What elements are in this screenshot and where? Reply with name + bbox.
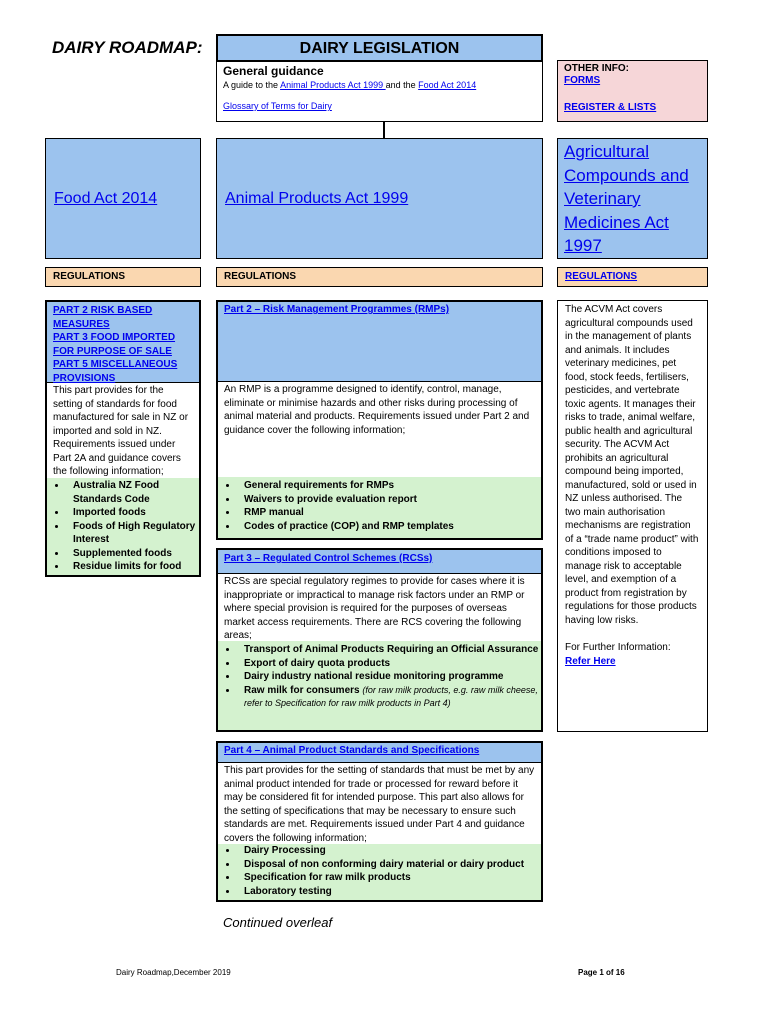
standards-list [218,844,541,900]
list-item: • Disposal of non conforming dairy material or dairy product [238,858,541,872]
register-lists-link[interactable]: REGISTER & LISTS [564,102,657,113]
guidance-prefix: A guide to the [223,80,281,90]
list-item: • Dairy industry national residue monitoring programme [238,670,541,684]
guidance-middle: and the [385,80,419,90]
rmp-list [218,477,541,538]
standards-panel [216,741,543,902]
refer-here-link[interactable]: Refer Here [565,655,616,667]
footer-left: Dairy Roadmap,December 2019 [116,968,231,977]
rmp-description: An RMP is a programme designed to identify, control, manage, eliminate or minimise hazards and other risks during processing of animal material and products. Requirements issued under Part 2 and guidance cover the following information; [224,384,530,436]
list-item: • Supplemented foods [67,547,199,561]
acvm-regulations-link[interactable]: REGULATIONS [565,271,638,282]
list-item: • RMP manual [238,506,541,520]
acvm-box[interactable] [557,138,708,259]
food-parts-description: This part provides for the setting of standards for food manufactured for sale in NZ or imported and sold in NZ. Requirements issued under Part 2A and guidance covers the following information; [53,385,189,477]
list-item: • Foods of High Regulatory Interest [67,520,199,547]
rcs-title-link[interactable]: Part 3 – Regulated Control Schemes (RCSs) [224,553,433,564]
legislation-title: DAIRY LEGISLATION [216,34,543,62]
list-item [238,684,541,711]
apa-box[interactable] [216,138,543,259]
food-parts-list [47,478,199,575]
food-regulations-label: REGULATIONS [45,267,201,287]
apa-link[interactable]: Animal Products Act 1999 [280,80,386,90]
raw-milk-item: Raw milk for consumers [244,684,360,696]
other-info-box [557,60,708,122]
other-info-heading: OTHER INFO: [564,63,629,74]
further-info-label: For Further Information: [565,642,671,653]
food-parts-links [47,302,199,383]
list-item: • General requirements for RMPs [238,479,541,493]
glossary-link[interactable]: Glossary of Terms for Dairy [223,101,332,111]
list-item: • Specification for raw milk products [238,871,541,885]
roadmap-title: DAIRY ROADMAP: [52,38,203,57]
food-act-heading-link[interactable]: Food Act 2014 [54,189,158,207]
acvm-description: The ACVM Act covers agricultural compounds used in the management of plants and animals. It includes veterinary medicines, pet food, stock feeds, fertilisers, pesticides, and vertebrate toxic agents. It manages their risks to trade, animal welfare, public health and agricultural security. The ACVM Act prohibits an agricultural compound being imported, manufactured, sold or used in NZ unless authorised. The two main authorisation mechanisms are registration of a “trade name product” with conditions imposed to manage risk to acceptable level, and exemption of a product from registration by regulations for those products having low risks. [565,304,699,626]
forms-link[interactable]: FORMS [564,75,601,86]
apa-regulations-label: REGULATIONS [216,267,543,287]
food-part-link[interactable]: PART 3 FOOD IMPORTED FOR PURPOSE OF SALE [53,332,176,357]
acvm-regulations-box[interactable] [557,267,708,287]
list-item: • Dairy Processing [238,844,541,858]
acvm-panel [557,300,708,732]
rmp-title-link[interactable]: Part 2 – Risk Management Programmes (RMPs) [224,304,450,315]
rcs-panel [216,548,543,732]
list-item: • Australia NZ Food Standards Code [67,479,199,506]
guidance-heading: General guidance [223,64,324,78]
general-guidance-box [216,61,543,122]
rmp-panel [216,300,543,540]
food-act-box[interactable] [45,138,201,259]
standards-title-link[interactable]: Part 4 – Animal Product Standards and Specifications [224,745,480,756]
list-item: • Imported foods [67,506,199,520]
list-item: • Export of dairy quota products [238,657,541,671]
guidance-line [223,79,536,91]
list-item: • Laboratory testing [238,885,541,899]
food-part-link[interactable]: PART 2 RISK BASED MEASURES [53,305,153,330]
list-item: • Transport of Animal Products Requiring an Official Assurance [238,643,541,657]
list-item: • Waivers to provide evaluation report [238,493,541,507]
list-item: • Residue limits for food [67,560,199,574]
acvm-heading-link[interactable]: Agricultural Compounds and Veterinary Medicines Act 1997 [564,142,689,255]
continued-overleaf: Continued overleaf [223,915,333,930]
food-parts-panel [45,300,201,577]
food-act-link[interactable]: Food Act 2014 [418,80,477,90]
rcs-list [218,641,541,730]
rcs-description: RCSs are special regulatory regimes to provide for cases where it is inappropriate or impractical to manage risk factors under an RMP or where special provision is required for the purposes of overseas market access requirements. There are RCS covering the following areas; [224,576,525,641]
list-item: • Codes of practice (COP) and RMP templates [238,520,541,534]
page-number: Page 1 of 16 [578,968,625,977]
standards-description: This part provides for the setting of standards that must be met by any animal product intended for trade or processed for reward before it may be considered fit for intended purpose. This part also allows for the setting of specifications that may be necessary to ensure such standards are met. Requirements issued under Part 4 and guidance covers the following information; [224,765,535,844]
apa-heading-link[interactable]: Animal Products Act 1999 [225,189,409,207]
connector-line [383,122,385,138]
raw-milk-note: (for raw milk products, e.g. raw milk cheese, refer to Specification for raw milk products in Part 4) [244,684,538,708]
food-part-link[interactable]: PART 5 MISCELLANEOUS PROVISIONS [53,359,178,384]
